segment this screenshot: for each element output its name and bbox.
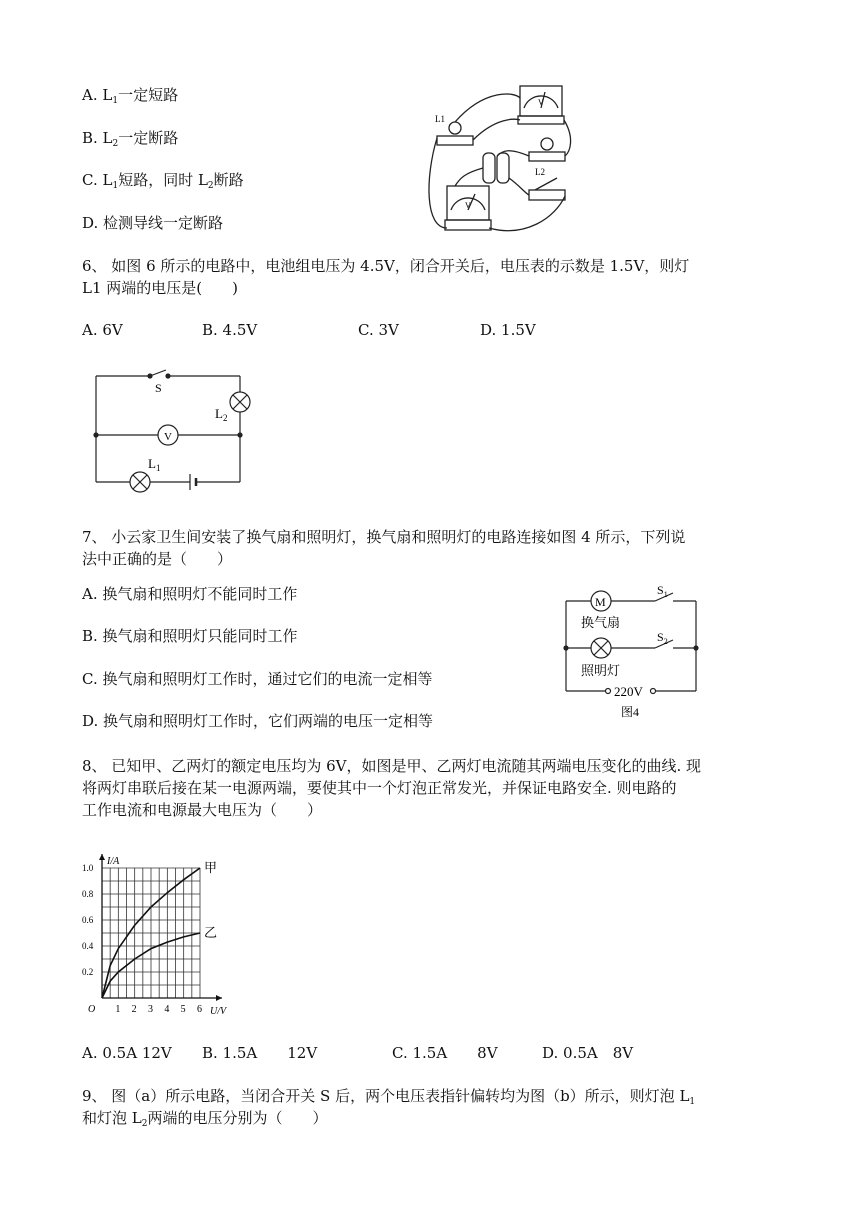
chart-x-axis-label: U/V [210,1006,227,1017]
q6-stem-line2: L1 两端的电压是( ) [82,279,238,297]
chart-y-tick-label: 0.8 [82,889,94,899]
q7-fig-m-label: M [595,595,606,609]
chart-origin-label: O [88,1004,96,1015]
q8-option-b: B. 1.5A 12V [202,1044,318,1062]
q8-stem-line2: 将两灯串联后接在某一电源两端，要使其中一个灯泡正常发光，并保证电路安全. 则电路的 [82,779,677,797]
chart-x-tick-label: 2 [131,1004,137,1015]
q6-fig-l2-label: $L_2$ [215,406,228,423]
q8-option-a: A. 0.5A 12V [82,1044,172,1062]
q6-fig-s-label: S [155,381,162,395]
q6-fig-l1-label: $L_1$ [148,456,161,473]
q7-option-c: C. 换气扇和照明灯工作时，通过它们的电流一定相等 [82,670,433,688]
chart-x-tick-label: 5 [180,1004,186,1015]
q6-option-b: B. 4.5V [202,321,258,339]
chart-y-tick-label: 1.0 [82,863,94,873]
q7-option-d: D. 换气扇和照明灯工作时，它们两端的电压一定相等 [82,712,434,730]
q5-fig-l1-label: L1 [435,114,445,124]
q7-fig-s2-label: $S_2$ [657,630,668,646]
chart-series-label-2: 乙 [204,925,218,940]
q5-circuit-figure [425,78,575,253]
chart-series-label-1: 甲 [204,860,218,875]
q5-fig-v-top: V [538,98,544,107]
q6-option-a: A. 6V [82,321,123,339]
q7-stem-line2: 法中正确的是（ ） [82,550,233,568]
q7-option-b: B. 换气扇和照明灯只能同时工作 [82,627,298,645]
q8-iu-chart [80,843,230,1023]
q6-circuit-diagram [90,368,260,493]
q5-fig-l2-label: L2 [535,167,545,177]
chart-y-tick-label: 0.2 [82,967,94,977]
q7-circuit-diagram [563,585,713,720]
q7-stem-line1: 7、 小云家卫生间安装了换气扇和照明灯，换气扇和照明灯的电路连接如图 4 所示，下列说 [82,528,686,546]
chart-x-tick-label: 1 [115,1004,121,1015]
q5-option-b: B. $L_2$一定断路 [82,129,179,149]
q6-option-c: C. 3V [358,321,399,339]
q7-fig-fan-label: 换气扇 [581,615,621,630]
q5-option-c: C. $L_1$短路，同时 $L_2$断路 [82,171,244,191]
q5-option-d: D. 检测导线一定断路 [82,214,224,232]
chart-y-tick-label: 0.6 [82,915,94,925]
q6-fig-v-label: V [164,431,172,443]
q9-stem-line1: 9、 图（a）所示电路，当闭合开关 S 后，两个电压表指针偏转均为图（b）所示，则灯泡 $L_1$ [82,1087,696,1107]
chart-x-tick-label: 3 [148,1004,153,1015]
q8-option-c: C. 1.5A 8V [392,1044,498,1062]
q7-fig-voltage-label: 220V [614,684,643,699]
chart-y-tick-label: 0.4 [82,941,94,951]
q5-option-a: A. $L_1$一定短路 [82,86,179,106]
chart-x-tick-label: 6 [197,1004,202,1015]
q9-stem-line2: 和灯泡 $L_2$两端的电压分别为（ ） [82,1109,328,1129]
q5-fig-v-bottom: V [465,201,471,210]
q8-stem-line1: 8、 已知甲、乙两灯的额定电压均为 6V，如图是甲、乙两灯电流随其两端电压变化的曲线. 现 [82,757,701,775]
q8-stem-line3: 工作电流和电源最大电压为（ ） [82,801,323,819]
chart-x-tick-label: 4 [164,1004,170,1015]
chart-x-arrow [216,995,222,1001]
chart-y-arrow [99,854,105,860]
q7-fig-caption: 图4 [621,705,640,719]
q6-option-d: D. 1.5V [480,321,536,339]
chart-y-axis-label: I/A [107,856,120,867]
q6-stem-line1: 6、 如图 6 所示的电路中，电池组电压为 4.5V，闭合开关后，电压表的示数是 1.5V，则灯 [82,257,690,275]
q8-option-d: D. 0.5A 8V [542,1044,634,1062]
q7-option-a: A. 换气扇和照明灯不能同时工作 [82,585,298,603]
q7-fig-s1-label: $S_1$ [657,583,668,599]
q7-fig-lamp-label: 照明灯 [581,663,621,678]
